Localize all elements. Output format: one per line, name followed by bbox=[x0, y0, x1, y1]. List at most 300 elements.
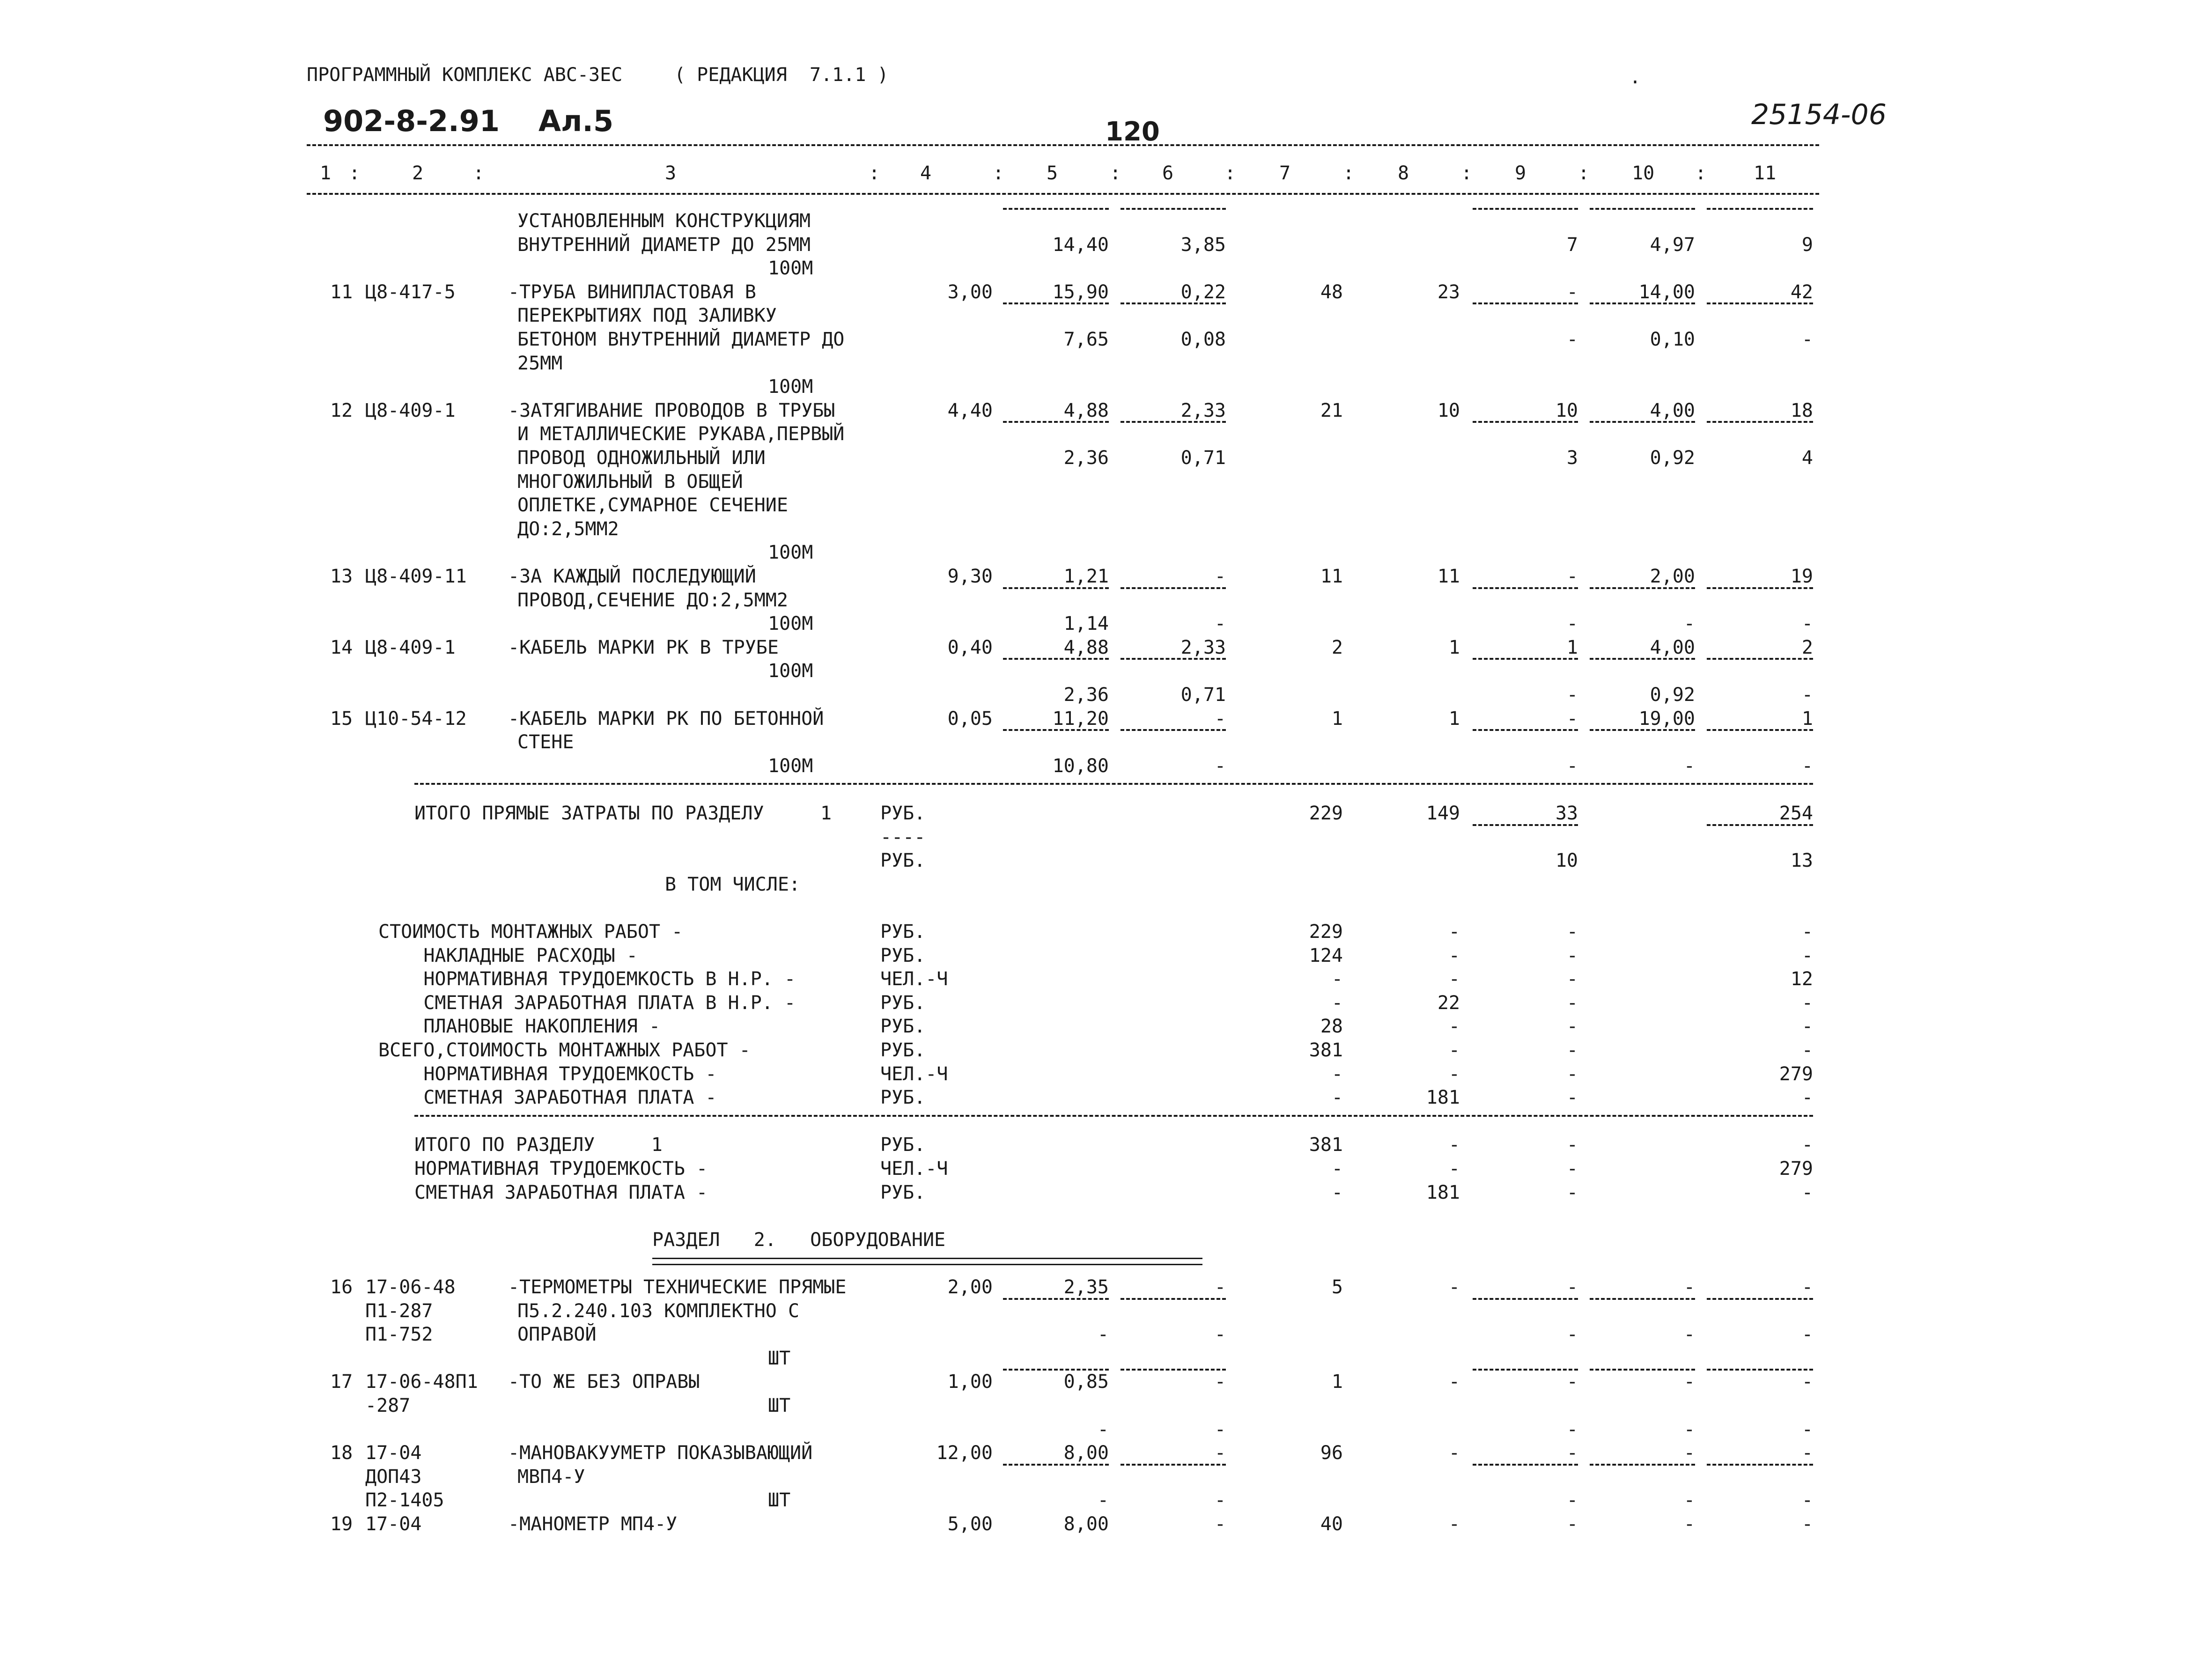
cell-c9: - bbox=[1566, 1040, 1578, 1061]
cell-c6: - bbox=[1214, 1513, 1226, 1535]
column-header-10: 10 bbox=[1632, 162, 1655, 184]
cell-c7: - bbox=[1331, 1181, 1343, 1203]
cell-c5: 7,65 bbox=[1063, 329, 1109, 350]
cell-c5: 0,85 bbox=[1063, 1371, 1109, 1393]
cell-c11: - bbox=[1801, 1181, 1813, 1203]
cell-c4: РУБ. bbox=[880, 850, 926, 872]
cell-c7: 96 bbox=[1320, 1442, 1343, 1464]
cell-c10: 4,97 bbox=[1650, 234, 1695, 256]
column-header-separator: : bbox=[1343, 162, 1355, 184]
column-header-separator: : bbox=[1110, 162, 1121, 184]
program-title: ПРОГРАММНЫЙ КОМПЛЕКС АВС-3ЕС bbox=[307, 64, 623, 86]
dash-rule bbox=[1473, 208, 1578, 210]
cell-c11: - bbox=[1801, 1418, 1813, 1440]
cell-c3: И МЕТАЛЛИЧЕСКИЕ РУКАВА,ПЕРВЫЙ bbox=[517, 423, 845, 445]
cell-c11: 2 bbox=[1801, 636, 1813, 658]
cell-c11: - bbox=[1801, 613, 1813, 635]
column-header-separator: : bbox=[1695, 162, 1707, 184]
header-rule-bottom bbox=[307, 193, 1819, 195]
cell-c11: 1 bbox=[1801, 708, 1813, 730]
cell-c11: - bbox=[1801, 1040, 1813, 1061]
cell-c3: 100М bbox=[768, 258, 813, 280]
column-header-4: 4 bbox=[920, 162, 932, 184]
cell-c7: 21 bbox=[1320, 399, 1343, 421]
cell-c6: - bbox=[1214, 1324, 1226, 1346]
header-rule-top bbox=[307, 144, 1819, 146]
dash-rule bbox=[1003, 1464, 1109, 1466]
cell-c8: 1 bbox=[1448, 636, 1460, 658]
cell-c8: - bbox=[1448, 921, 1460, 943]
cell-c1: 15 bbox=[330, 708, 353, 730]
cell-c3: 100М bbox=[768, 660, 813, 682]
cell-c11: - bbox=[1801, 755, 1813, 777]
cell-c3: УСТАНОВЛЕННЫМ КОНСТРУКЦИЯМ bbox=[517, 210, 811, 232]
cell-c11: - bbox=[1801, 1324, 1813, 1346]
cell-c10: 4,00 bbox=[1650, 636, 1695, 658]
cell-c7: - bbox=[1331, 1087, 1343, 1109]
dash-rule bbox=[1473, 1464, 1578, 1466]
column-header-2: 2 bbox=[412, 162, 424, 184]
cell-c2: П1-752 bbox=[365, 1324, 433, 1346]
cell-c4: РУБ. bbox=[880, 1040, 926, 1061]
cell-c7: - bbox=[1331, 1063, 1343, 1085]
cell-c3: ПЕРЕКРЫТИЯХ ПОД ЗАЛИВКУ bbox=[517, 305, 777, 327]
cell-c6: - bbox=[1214, 755, 1226, 777]
cell-c4: ЧЕЛ.-Ч bbox=[880, 968, 948, 990]
cell-c5: 10,80 bbox=[1052, 755, 1109, 777]
dash-rule bbox=[1003, 421, 1109, 423]
cell-c11: - bbox=[1801, 1442, 1813, 1464]
cell-c2: 17-04 bbox=[365, 1442, 422, 1464]
cell-c3: 25ММ bbox=[517, 352, 563, 374]
cell-c2: СМЕТНАЯ ЗАРАБОТНАЯ ПЛАТА - bbox=[378, 1087, 717, 1109]
cell-c2: ИТОГО ПО РАЗДЕЛУ 1 bbox=[414, 1134, 663, 1156]
cell-c2: НОРМАТИВНАЯ ТРУДОЕМКОСТЬ - bbox=[414, 1158, 708, 1180]
dash-rule bbox=[1590, 421, 1695, 423]
cell-c8: - bbox=[1448, 1016, 1460, 1038]
cell-c7: 5 bbox=[1331, 1276, 1343, 1298]
dash-rule bbox=[1707, 658, 1813, 660]
cell-c3: ШТ bbox=[768, 1395, 791, 1416]
cell-c7: 381 bbox=[1309, 1134, 1343, 1156]
dash-rule bbox=[1473, 587, 1578, 589]
cell-c4: РУБ. bbox=[880, 1181, 926, 1203]
dash-rule bbox=[1121, 729, 1226, 731]
cell-c4: РУБ. bbox=[880, 921, 926, 943]
cell-c3: БЕТОНОМ ВНУТРЕННИЙ ДИАМЕТР ДО bbox=[517, 329, 845, 350]
dash-rule bbox=[1473, 1369, 1578, 1371]
cell-c4: 0,40 bbox=[947, 636, 993, 658]
cell-c5: 1,21 bbox=[1063, 566, 1109, 587]
cell-c7: 381 bbox=[1309, 1040, 1343, 1061]
dash-rule bbox=[1003, 1369, 1109, 1371]
cell-c9: - bbox=[1566, 1087, 1578, 1109]
cell-c8: 181 bbox=[1426, 1181, 1460, 1203]
cell-c9: - bbox=[1566, 921, 1578, 943]
dash-rule bbox=[1121, 658, 1226, 660]
cell-c3: ШТ bbox=[768, 1489, 791, 1512]
column-header-5: 5 bbox=[1047, 162, 1058, 184]
dash-rule bbox=[1003, 208, 1109, 210]
dash-rule bbox=[1473, 1298, 1578, 1300]
cell-c11: - bbox=[1801, 1489, 1813, 1512]
cell-c5: 14,40 bbox=[1052, 234, 1109, 256]
cell-c5: - bbox=[1097, 1489, 1109, 1512]
cell-c4: ---- bbox=[880, 826, 926, 848]
cell-c3: 100М bbox=[768, 542, 813, 564]
dash-rule bbox=[1473, 658, 1578, 660]
cell-c3: ОПРАВОЙ bbox=[517, 1324, 597, 1346]
cell-c9: - bbox=[1566, 684, 1578, 706]
cell-c6: - bbox=[1214, 566, 1226, 587]
cell-c10: - bbox=[1683, 1513, 1695, 1535]
cell-c2: НАКЛАДНЫЕ РАСХОДЫ - bbox=[378, 944, 638, 966]
cell-c1: 16 bbox=[330, 1276, 353, 1298]
cell-c9: - bbox=[1566, 992, 1578, 1014]
column-header-separator: : bbox=[993, 162, 1004, 184]
cell-c4: РУБ. bbox=[880, 1016, 926, 1038]
cell-c2: Ц10-54-12 bbox=[365, 708, 467, 730]
cell-c9: 33 bbox=[1555, 803, 1578, 824]
dash-rule bbox=[1707, 421, 1813, 423]
cell-c4: 9,30 bbox=[947, 566, 993, 587]
dash-rule bbox=[1707, 302, 1813, 304]
cell-c2: ПЛАНОВЫЕ НАКОПЛЕНИЯ - bbox=[378, 1016, 661, 1038]
cell-c7: 229 bbox=[1309, 921, 1343, 943]
cell-c7: 1 bbox=[1331, 1371, 1343, 1393]
cell-c4: 0,05 bbox=[947, 708, 993, 730]
cell-c2: Ц8-409-1 bbox=[365, 636, 456, 658]
dash-rule bbox=[1003, 587, 1109, 589]
cell-c10: 0,92 bbox=[1650, 447, 1695, 469]
column-header-separator: : bbox=[349, 162, 361, 184]
cell-c2: 17-06-48 bbox=[365, 1276, 456, 1298]
cell-c11: - bbox=[1801, 992, 1813, 1014]
cell-c11: - bbox=[1801, 1371, 1813, 1393]
cell-c3: -ТРУБА ВИНИПЛАСТОВАЯ В bbox=[508, 281, 756, 303]
dash-rule bbox=[1707, 208, 1813, 210]
cell-c2: СТОИМОСТЬ МОНТАЖНЫХ РАБОТ - bbox=[378, 921, 683, 943]
cell-c3: ВНУТРЕННИЙ ДИАМЕТР ДО 25ММ bbox=[517, 234, 811, 256]
cell-c6: - bbox=[1214, 1371, 1226, 1393]
cell-c9: 10 bbox=[1555, 850, 1578, 872]
cell-c8: 149 bbox=[1426, 803, 1460, 824]
cell-c10: 4,00 bbox=[1650, 399, 1695, 421]
cell-c5: 8,00 bbox=[1063, 1513, 1109, 1535]
cell-c6: - bbox=[1214, 1442, 1226, 1464]
cell-c6: 2,33 bbox=[1180, 399, 1226, 421]
cell-c10: 0,10 bbox=[1650, 329, 1695, 350]
cell-c9: 7 bbox=[1566, 234, 1578, 256]
cell-c3: П5.2.240.103 КОМПЛЕКТНО С bbox=[517, 1300, 800, 1322]
cell-c8: - bbox=[1448, 1442, 1460, 1464]
cell-c6: 0,08 bbox=[1180, 329, 1226, 350]
cell-c7: 2 bbox=[1331, 636, 1343, 658]
dash-rule bbox=[1590, 587, 1695, 589]
cell-c11: 19 bbox=[1790, 566, 1813, 587]
column-header-3: 3 bbox=[665, 162, 677, 184]
column-header-1: 1 bbox=[320, 162, 332, 184]
cell-c8: - bbox=[1448, 1276, 1460, 1298]
dash-rule bbox=[1707, 1298, 1813, 1300]
cell-c2: СМЕТНАЯ ЗАРАБОТНАЯ ПЛАТА - bbox=[414, 1181, 708, 1203]
cell-c3: ОПЛЕТКЕ,СУМАРНОЕ СЕЧЕНИЕ bbox=[517, 494, 788, 516]
cell-c11: 279 bbox=[1779, 1158, 1813, 1180]
cell-c11: 9 bbox=[1801, 234, 1813, 256]
cell-c9: 10 bbox=[1555, 399, 1578, 421]
dash-rule bbox=[1590, 1464, 1695, 1466]
cell-c1: 18 bbox=[330, 1442, 353, 1464]
cell-c3: -КАБЕЛЬ МАРКИ РК ПО БЕТОННОЙ bbox=[508, 708, 824, 730]
cell-c6: 3,85 bbox=[1180, 234, 1226, 256]
cell-c6: 2,33 bbox=[1180, 636, 1226, 658]
column-header-separator: : bbox=[473, 162, 485, 184]
cell-c8: 10 bbox=[1437, 399, 1460, 421]
cell-c3: -МАНОВАКУУМЕТР ПОКАЗЫВАЮЩИЙ bbox=[508, 1442, 813, 1464]
cell-c5: - bbox=[1097, 1418, 1109, 1440]
dash-rule bbox=[1121, 587, 1226, 589]
cell-c5: 4,88 bbox=[1063, 636, 1109, 658]
stray-dot: . bbox=[1630, 66, 1641, 88]
cell-c10: - bbox=[1683, 1324, 1695, 1346]
column-header-separator: : bbox=[1224, 162, 1236, 184]
cell-c10: - bbox=[1683, 613, 1695, 635]
cell-c5: 2,35 bbox=[1063, 1276, 1109, 1298]
cell-c8: - bbox=[1448, 1158, 1460, 1180]
cell-c7: 11 bbox=[1320, 566, 1343, 587]
cell-c3: 100М bbox=[768, 613, 813, 635]
cell-c7: 229 bbox=[1309, 803, 1343, 824]
cell-c9: - bbox=[1566, 944, 1578, 966]
column-header-8: 8 bbox=[1398, 162, 1409, 184]
page-number: 120 bbox=[1105, 117, 1160, 147]
cell-c11: - bbox=[1801, 1513, 1813, 1535]
cell-c2: П2-1405 bbox=[365, 1489, 444, 1512]
cell-c9: - bbox=[1566, 1489, 1578, 1512]
dash-rule bbox=[1003, 658, 1109, 660]
cell-c4: 4,40 bbox=[947, 399, 993, 421]
cell-c3: 100М bbox=[768, 755, 813, 777]
cell-c10: 19,00 bbox=[1638, 708, 1695, 730]
dash-rule bbox=[1707, 729, 1813, 731]
cell-c3: МНОГОЖИЛЬНЫЙ В ОБЩЕЙ bbox=[517, 471, 743, 493]
cell-c1: 17 bbox=[330, 1371, 353, 1393]
cell-c8: 11 bbox=[1437, 566, 1460, 587]
cell-c11: 12 bbox=[1790, 968, 1813, 990]
cell-c5: 2,36 bbox=[1063, 447, 1109, 469]
cell-c8: 23 bbox=[1437, 281, 1460, 303]
cell-c7: 48 bbox=[1320, 281, 1343, 303]
dash-rule bbox=[1590, 658, 1695, 660]
cell-c2: НОРМАТИВНАЯ ТРУДОЕМКОСТЬ - bbox=[378, 1063, 717, 1085]
cell-c11: - bbox=[1801, 1276, 1813, 1298]
column-header-6: 6 bbox=[1162, 162, 1174, 184]
cell-c2: -287 bbox=[365, 1395, 411, 1416]
cell-c9: - bbox=[1566, 1016, 1578, 1038]
cell-c4: 12,00 bbox=[936, 1442, 993, 1464]
dash-rule bbox=[1590, 1298, 1695, 1300]
dash-rule bbox=[1121, 302, 1226, 304]
cell-c7: - bbox=[1331, 1158, 1343, 1180]
cell-c5: 8,00 bbox=[1063, 1442, 1109, 1464]
cell-c8: - bbox=[1448, 1040, 1460, 1061]
cell-c11: 4 bbox=[1801, 447, 1813, 469]
cell-c3: ПРОВОД ОДНОЖИЛЬНЫЙ ИЛИ bbox=[517, 447, 766, 469]
column-header-9: 9 bbox=[1515, 162, 1526, 184]
cell-c8: - bbox=[1448, 1063, 1460, 1085]
cell-c3: -МАНОМЕТР МП4-У bbox=[508, 1513, 678, 1535]
dash-rule bbox=[1473, 302, 1578, 304]
dash-rule bbox=[1473, 824, 1578, 826]
project-code: 902-8-2.91 bbox=[323, 104, 500, 138]
archive-number: 25154-06 bbox=[1751, 98, 1887, 131]
cell-c8: 181 bbox=[1426, 1087, 1460, 1109]
cell-c1: 13 bbox=[330, 566, 353, 587]
cell-c3: СТЕНЕ bbox=[517, 731, 574, 753]
column-header-7: 7 bbox=[1279, 162, 1291, 184]
dash-rule bbox=[1707, 587, 1813, 589]
cell-c5: 1,14 bbox=[1063, 613, 1109, 635]
cell-c6: - bbox=[1214, 613, 1226, 635]
dash-rule bbox=[1121, 421, 1226, 423]
cell-c9: - bbox=[1566, 281, 1578, 303]
cell-c8: - bbox=[1448, 1134, 1460, 1156]
cell-c8: - bbox=[1448, 1513, 1460, 1535]
cell-c2: СМЕТНАЯ ЗАРАБОТНАЯ ПЛАТА В Н.Р. - bbox=[378, 992, 796, 1014]
cell-c5: 15,90 bbox=[1052, 281, 1109, 303]
cell-c10: - bbox=[1683, 1371, 1695, 1393]
cell-c2: НОРМАТИВНАЯ ТРУДОЕМКОСТЬ В Н.Р. - bbox=[378, 968, 796, 990]
cell-c6: - bbox=[1214, 1489, 1226, 1512]
cell-c9: - bbox=[1566, 968, 1578, 990]
cell-c9: - bbox=[1566, 1324, 1578, 1346]
cell-c11: 13 bbox=[1790, 850, 1813, 872]
cell-c9: - bbox=[1566, 1063, 1578, 1085]
cell-c9: - bbox=[1566, 1371, 1578, 1393]
dash-rule bbox=[414, 783, 1813, 785]
cell-c8: - bbox=[1448, 944, 1460, 966]
cell-c6: 0,71 bbox=[1180, 447, 1226, 469]
cell-c9: - bbox=[1566, 1418, 1578, 1440]
cell-c3: -ТЕРМОМЕТРЫ ТЕХНИЧЕСКИЕ ПРЯМЫЕ bbox=[508, 1276, 847, 1298]
dash-rule bbox=[1590, 729, 1695, 731]
cell-c4: 3,00 bbox=[947, 281, 993, 303]
cell-c4: 5,00 bbox=[947, 1513, 993, 1535]
cell-c11: 279 bbox=[1779, 1063, 1813, 1085]
dash-rule bbox=[414, 1115, 1813, 1117]
dash-rule bbox=[1121, 1369, 1226, 1371]
dash-rule bbox=[1121, 1298, 1226, 1300]
dash-rule bbox=[1590, 1369, 1695, 1371]
cell-c10: - bbox=[1683, 1418, 1695, 1440]
cell-c2: Ц8-409-11 bbox=[365, 566, 467, 587]
cell-c11: - bbox=[1801, 921, 1813, 943]
cell-c4: РУБ. bbox=[880, 992, 926, 1014]
cell-c9: - bbox=[1566, 329, 1578, 350]
dash-rule bbox=[1707, 824, 1813, 826]
cell-c3: -ЗА КАЖДЫЙ ПОСЛЕДУЮЩИЙ bbox=[508, 566, 756, 587]
cell-c3: ПРОВОД,СЕЧЕНИЕ ДО:2,5ММ2 bbox=[517, 589, 788, 611]
cell-c10: 2,00 bbox=[1650, 566, 1695, 587]
cell-c10: - bbox=[1683, 1442, 1695, 1464]
cell-c1: 11 bbox=[330, 281, 353, 303]
cell-c9: - bbox=[1566, 613, 1578, 635]
cell-c6: - bbox=[1214, 1276, 1226, 1298]
dash-rule bbox=[1003, 302, 1109, 304]
dash-rule bbox=[1003, 729, 1109, 731]
cell-c8: - bbox=[1448, 968, 1460, 990]
cell-c7: - bbox=[1331, 968, 1343, 990]
cell-c4: РУБ. bbox=[880, 1134, 926, 1156]
cell-c3: ШТ bbox=[768, 1347, 791, 1369]
dash-rule bbox=[1707, 1369, 1813, 1371]
cell-c3: РАЗДЕЛ 2. ОБОРУДОВАНИЕ bbox=[652, 1229, 946, 1251]
cell-c11: 42 bbox=[1790, 281, 1813, 303]
dash-rule bbox=[1707, 1464, 1813, 1466]
cell-c1: 12 bbox=[330, 399, 353, 421]
cell-c7: 28 bbox=[1320, 1016, 1343, 1038]
cell-c3: -ТО ЖЕ БЕЗ ОПРАВЫ bbox=[508, 1371, 700, 1393]
dash-rule bbox=[1473, 729, 1578, 731]
cell-c5: 4,88 bbox=[1063, 399, 1109, 421]
dash-rule bbox=[1121, 208, 1226, 210]
cell-c10: 14,00 bbox=[1638, 281, 1695, 303]
cell-c2: П1-287 bbox=[365, 1300, 433, 1322]
dash-rule bbox=[1121, 1464, 1226, 1466]
cell-c9: - bbox=[1566, 1276, 1578, 1298]
cell-c4: ЧЕЛ.-Ч bbox=[880, 1063, 948, 1085]
cell-c11: - bbox=[1801, 1016, 1813, 1038]
cell-c11: - bbox=[1801, 1087, 1813, 1109]
cell-c9: - bbox=[1566, 566, 1578, 587]
cell-c2: 17-06-48П1 bbox=[365, 1371, 478, 1393]
column-header-separator: : bbox=[1461, 162, 1473, 184]
column-header-separator: : bbox=[869, 162, 880, 184]
cell-c1: 14 bbox=[330, 636, 353, 658]
cell-c11: - bbox=[1801, 944, 1813, 966]
cell-c11: 18 bbox=[1790, 399, 1813, 421]
revision-label: ( РЕДАКЦИЯ 7.1.1 ) bbox=[674, 64, 889, 86]
cell-c3: -ЗАТЯГИВАНИЕ ПРОВОДОВ В ТРУБЫ bbox=[508, 399, 835, 421]
cell-c6: 0,22 bbox=[1180, 281, 1226, 303]
cell-c1: 19 bbox=[330, 1513, 353, 1535]
cell-c11: 254 bbox=[1779, 803, 1813, 824]
cell-c4: ЧЕЛ.-Ч bbox=[880, 1158, 948, 1180]
cell-c9: - bbox=[1566, 1513, 1578, 1535]
cell-c4: 2,00 bbox=[947, 1276, 993, 1298]
cell-c9: - bbox=[1566, 1134, 1578, 1156]
column-header-11: 11 bbox=[1754, 162, 1777, 184]
cell-c7: 40 bbox=[1320, 1513, 1343, 1535]
cell-c8: - bbox=[1448, 1371, 1460, 1393]
cell-c3: -КАБЕЛЬ МАРКИ РК В ТРУБЕ bbox=[508, 636, 779, 658]
cell-c10: - bbox=[1683, 755, 1695, 777]
cell-c8: 1 bbox=[1448, 708, 1460, 730]
cell-c9: - bbox=[1566, 1181, 1578, 1203]
cell-c4: РУБ. bbox=[880, 803, 926, 824]
dash-rule bbox=[1590, 208, 1695, 210]
section-underline bbox=[652, 1258, 1202, 1265]
cell-c7: - bbox=[1331, 992, 1343, 1014]
cell-c2: Ц8-409-1 bbox=[365, 399, 456, 421]
cell-c2: Ц8-417-5 bbox=[365, 281, 456, 303]
dash-rule bbox=[1003, 1298, 1109, 1300]
cell-c4: РУБ. bbox=[880, 944, 926, 966]
cell-c11: - bbox=[1801, 1134, 1813, 1156]
cell-c10: 0,92 bbox=[1650, 684, 1695, 706]
cell-c3: В ТОМ ЧИСЛЕ: bbox=[665, 873, 800, 895]
cell-c3: 100М bbox=[768, 376, 813, 398]
